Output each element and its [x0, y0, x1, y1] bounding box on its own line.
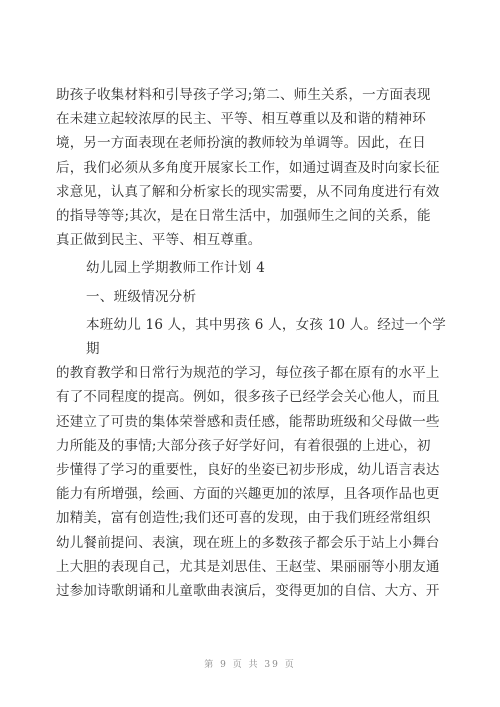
text-line: 的教育教学和日常行为规范的学习，每位孩子都在原有的水平上	[56, 365, 440, 382]
text-line: 后，我们必须从多角度开展家长工作，如通过调查及时向家长征	[56, 159, 440, 176]
text-line: 境，另一方面表现在老师扮演的教师较为单调等。因此，在日	[56, 135, 426, 152]
text-line: 力所能及的事情;大部分孩子好学好问，有着很强的上进心，初	[56, 437, 431, 454]
text-line: 有了不同程度的提高。例如，很多孩子已经学会关心他人，而且	[56, 389, 440, 406]
document-content	[56, 83, 446, 603]
paragraph-continuation	[56, 83, 446, 252]
text-line: 上大胆的表现自己，尤其是刘思佳、王赵莹、果丽丽等小朋友通	[56, 558, 440, 575]
text-line: 能力有所增强，绘画、方面的兴趣更加的浓厚，且各项作品也更	[56, 486, 440, 503]
text-line: 求意见，认真了解和分析家长的现实需要，从不同角度进行有效	[56, 183, 440, 200]
text-line: 本班幼儿 16 人，其中男孩 6 人，女孩 10 人。经过一个学期	[86, 316, 446, 358]
text-line: 助孩子收集材料和引导孩子学习;第二、师生关系，一方面表现	[56, 87, 431, 103]
text-line: 幼儿餐前提问、表演，现在班上的多数孩子都会乐于站上小舞台	[56, 534, 440, 551]
page-number-footer: 第 9 页 共 39 页	[204, 660, 296, 670]
paragraph-class-analysis	[56, 313, 446, 603]
text-line: 还建立了可贵的集体荣誉感和责任感，能帮助班级和父母做一些	[56, 413, 440, 430]
text-line: 步懂得了学习的重要性，良好的坐姿已初步形成，幼儿语言表达	[56, 462, 440, 479]
text-line: 在未建立起较浓厚的民主、平等、相互尊重以及和谐的精神环	[56, 111, 426, 128]
text-line: 加精美，富有创造性;我们还可喜的发现，由于我们班经常组织	[56, 510, 431, 527]
text-line: 的指导等等;其次，是在日常生活中，加强师生之间的关系，能	[56, 208, 431, 225]
text-line: 真正做到民主、平等、相互尊重。	[56, 232, 262, 249]
text-line: 过参加诗歌朗诵和儿童歌曲表演后，变得更加的自信、大方、开	[56, 583, 440, 600]
document-heading: 幼儿园上学期教师工作计划 4	[86, 260, 266, 277]
section-title: 一、班级情况分析	[86, 288, 197, 305]
